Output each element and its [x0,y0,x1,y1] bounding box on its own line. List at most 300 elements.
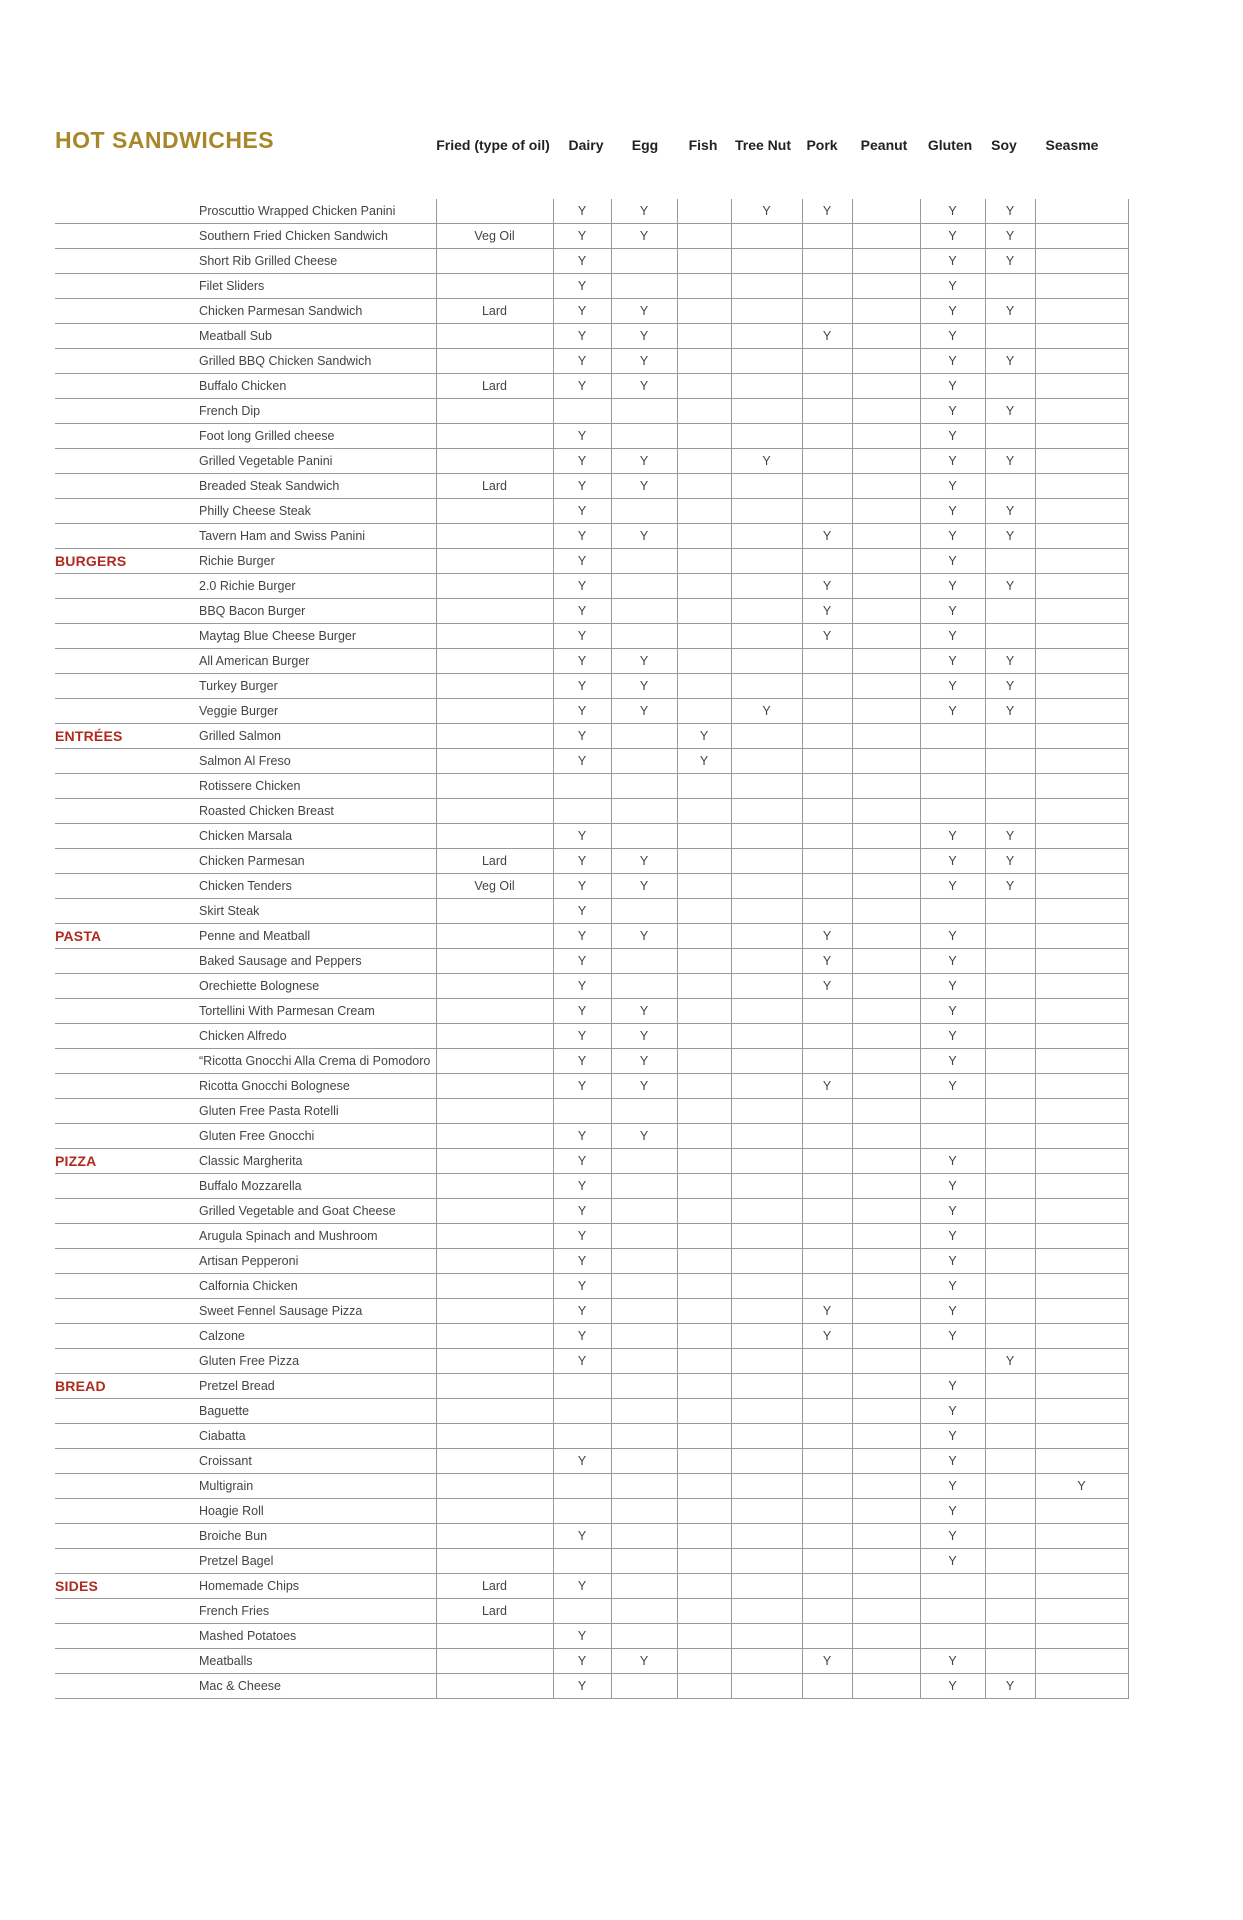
section-label [55,974,196,999]
allergen-cell [731,1499,802,1524]
allergen-cell [611,974,677,999]
allergen-cell: Y [920,1199,985,1224]
allergen-cell [852,1299,920,1324]
fried-oil-cell: Lard [436,474,553,499]
allergen-cell [553,774,611,799]
allergen-cell [677,1174,731,1199]
section-label [55,749,196,774]
menu-item-name: Turkey Burger [196,674,436,699]
fried-oil-cell [436,1399,553,1424]
allergen-cell [1035,324,1128,349]
allergen-cell [802,399,852,424]
fried-oil-cell [436,1024,553,1049]
allergen-cell [731,949,802,974]
fried-oil-cell [436,824,553,849]
allergen-cell: Y [611,999,677,1024]
allergen-cell [1035,724,1128,749]
allergen-cell: Y [553,474,611,499]
allergen-cell [611,549,677,574]
allergen-cell [1035,1374,1128,1399]
allergen-cell [852,274,920,299]
allergen-cell: Y [553,424,611,449]
fried-oil-cell [436,924,553,949]
allergen-cell [677,1424,731,1449]
table-row [55,749,1128,774]
allergen-cell [731,1299,802,1324]
allergen-cell [802,1524,852,1549]
fried-oil-cell: Veg Oil [436,224,553,249]
section-label [55,224,196,249]
allergen-cell [611,1299,677,1324]
allergen-cell [677,999,731,1024]
table-row [55,824,1128,849]
allergen-cell [852,1124,920,1149]
allergen-cell [852,1524,920,1549]
allergen-cell: Y [553,949,611,974]
allergen-cell: Y [553,1524,611,1549]
column-header: Dairy [568,137,604,153]
allergen-cell [677,674,731,699]
menu-item-name: Buffalo Chicken [196,374,436,399]
allergen-cell: Y [731,699,802,724]
allergen-cell [611,1324,677,1349]
table-row [55,1674,1128,1699]
allergen-cell [1035,199,1128,224]
allergen-cell: Y [920,1174,985,1199]
menu-item-name: Mashed Potatoes [196,1624,436,1649]
allergen-cell [611,899,677,924]
allergen-cell [553,1399,611,1424]
allergen-cell [852,999,920,1024]
allergen-cell [677,349,731,374]
allergen-cell [1035,849,1128,874]
allergen-cell [920,1599,985,1624]
allergen-cell [611,1274,677,1299]
allergen-cell: Y [920,1424,985,1449]
fried-oil-cell [436,324,553,349]
allergen-cell: Y [920,1674,985,1699]
table-row [55,949,1128,974]
allergen-cell [731,774,802,799]
allergen-cell: Y [920,1499,985,1524]
allergen-cell: Y [920,874,985,899]
menu-item-name: Skirt Steak [196,899,436,924]
allergen-cell [731,1199,802,1224]
allergen-cell [731,524,802,549]
allergen-cell [985,1124,1035,1149]
fried-oil-cell [436,1199,553,1224]
allergen-cell: Y [553,224,611,249]
table-row [55,349,1128,374]
allergen-cell: Y [553,1674,611,1699]
allergen-cell [852,1399,920,1424]
menu-item-name: Hoagie Roll [196,1499,436,1524]
allergen-cell [677,849,731,874]
allergen-cell [731,1649,802,1674]
allergen-cell [1035,249,1128,274]
allergen-cell [731,424,802,449]
allergen-cell [1035,474,1128,499]
allergen-cell [852,1424,920,1449]
section-label [55,1649,196,1674]
allergen-cell: Y [553,699,611,724]
section-label: BREAD [55,1374,196,1399]
table-row [55,324,1128,349]
fried-oil-cell [436,774,553,799]
allergen-cell [802,424,852,449]
allergen-cell [731,999,802,1024]
allergen-cell [677,974,731,999]
table-row [55,1574,1128,1599]
allergen-cell: Y [611,874,677,899]
fried-oil-cell [436,1424,553,1449]
allergen-cell [611,1599,677,1624]
menu-item-name: Mac & Cheese [196,1674,436,1699]
allergen-cell: Y [553,824,611,849]
fried-oil-cell [436,1124,553,1149]
allergen-cell [731,349,802,374]
menu-item-name: Rotissere Chicken [196,774,436,799]
allergen-cell [611,1674,677,1699]
allergen-cell [852,1249,920,1274]
allergen-cell [677,274,731,299]
allergen-cell [852,524,920,549]
allergen-cell [1035,1524,1128,1549]
allergen-cell: Y [985,874,1035,899]
section-label [55,674,196,699]
allergen-cell: Y [920,399,985,424]
allergen-cell [802,724,852,749]
allergen-cell [985,724,1035,749]
allergen-cell [985,799,1035,824]
allergen-cell [677,1274,731,1299]
allergen-cell [611,1224,677,1249]
allergen-cell: Y [611,199,677,224]
allergen-cell: Y [920,374,985,399]
allergen-cell [985,1024,1035,1049]
allergen-cell [1035,1624,1128,1649]
allergen-cell [802,299,852,324]
allergen-cell [852,824,920,849]
allergen-table [55,199,1129,1699]
section-label [55,349,196,374]
table-row [55,1049,1128,1074]
menu-item-name: Proscuttio Wrapped Chicken Panini [196,199,436,224]
allergen-cell: Y [802,199,852,224]
table-row [55,999,1128,1024]
section-label [55,1474,196,1499]
allergen-cell [802,1349,852,1374]
allergen-cell [731,1349,802,1374]
allergen-cell: Y [553,324,611,349]
allergen-cell [802,749,852,774]
allergen-cell: Y [802,1324,852,1349]
allergen-cell [1035,1424,1128,1449]
allergen-cell [802,649,852,674]
fried-oil-cell [436,1549,553,1574]
allergen-cell [802,224,852,249]
table-row [55,474,1128,499]
table-row [55,274,1128,299]
allergen-cell: Y [553,1324,611,1349]
allergen-cell [985,1074,1035,1099]
allergen-cell: Y [611,849,677,874]
allergen-cell [1035,374,1128,399]
allergen-cell [852,1049,920,1074]
allergen-cell [985,974,1035,999]
column-header: Fish [688,137,718,153]
fried-oil-cell: Lard [436,374,553,399]
allergen-cell: Y [553,1649,611,1674]
page-title: HOT SANDWICHES [55,127,275,153]
fried-oil-cell [436,199,553,224]
allergen-cell: Y [611,1049,677,1074]
allergen-cell: Y [985,524,1035,549]
allergen-cell [731,1024,802,1049]
allergen-cell [802,824,852,849]
allergen-cell [731,1474,802,1499]
allergen-cell: Y [553,1349,611,1374]
section-label [55,1524,196,1549]
allergen-cell [852,1449,920,1474]
allergen-cell [1035,824,1128,849]
allergen-cell [731,899,802,924]
menu-item-name: Calfornia Chicken [196,1274,436,1299]
allergen-cell [1035,924,1128,949]
menu-item-name: Ciabatta [196,1424,436,1449]
allergen-cell [852,1199,920,1224]
allergen-cell [553,1499,611,1524]
allergen-cell [677,874,731,899]
allergen-cell [1035,549,1128,574]
allergen-cell [985,1524,1035,1549]
allergen-cell [731,1449,802,1474]
table-row [55,624,1128,649]
allergen-cell [985,949,1035,974]
allergen-cell [677,1499,731,1524]
allergen-cell [985,1099,1035,1124]
allergen-cell [611,1249,677,1274]
allergen-cell [852,1149,920,1174]
allergen-cell [802,449,852,474]
allergen-cell: Y [920,574,985,599]
section-label [55,899,196,924]
allergen-cell [731,499,802,524]
allergen-cell: Y [920,1324,985,1349]
menu-item-name: Pretzel Bread [196,1374,436,1399]
allergen-cell: Y [553,349,611,374]
allergen-cell [985,899,1035,924]
fried-oil-cell: Lard [436,1574,553,1599]
table-row [55,1224,1128,1249]
menu-item-name: Chicken Alfredo [196,1024,436,1049]
menu-item-name: Baked Sausage and Peppers [196,949,436,974]
menu-item-name: Meatballs [196,1649,436,1674]
allergen-cell [852,349,920,374]
allergen-cell [852,849,920,874]
allergen-cell [985,1624,1035,1649]
allergen-cell: Y [920,1524,985,1549]
allergen-cell [731,1099,802,1124]
allergen-cell [985,1324,1035,1349]
allergen-cell [852,199,920,224]
allergen-cell [852,1324,920,1349]
allergen-cell [802,499,852,524]
allergen-cell [677,1074,731,1099]
allergen-cell: Y [553,374,611,399]
allergen-cell: Y [985,1349,1035,1374]
allergen-cell [852,649,920,674]
allergen-cell: Y [920,1549,985,1574]
table-row [55,924,1128,949]
section-label [55,599,196,624]
column-header: Soy [991,137,1017,153]
allergen-cell [677,524,731,549]
allergen-cell: Y [920,1074,985,1099]
allergen-cell [1035,1049,1128,1074]
allergen-cell [611,424,677,449]
allergen-cell [1035,399,1128,424]
fried-oil-cell [436,574,553,599]
allergen-cell [611,1174,677,1199]
allergen-cell: Y [985,824,1035,849]
allergen-cell [1035,1074,1128,1099]
allergen-cell [985,1174,1035,1199]
fried-oil-cell [436,799,553,824]
allergen-cell [1035,699,1128,724]
section-label: PIZZA [55,1149,196,1174]
menu-item-name: Arugula Spinach and Mushroom [196,1224,436,1249]
allergen-cell [852,1624,920,1649]
allergen-cell [731,1424,802,1449]
allergen-cell [731,724,802,749]
allergen-cell [985,1049,1035,1074]
allergen-cell [677,1299,731,1324]
allergen-cell [1035,599,1128,624]
allergen-cell [802,274,852,299]
allergen-cell [802,374,852,399]
allergen-cell [802,1274,852,1299]
allergen-cell [677,899,731,924]
section-label [55,1499,196,1524]
section-label [55,1099,196,1124]
table-row [55,1199,1128,1224]
section-label [55,1074,196,1099]
allergen-cell [852,224,920,249]
allergen-cell [1035,899,1128,924]
allergen-cell [852,424,920,449]
allergen-cell [731,599,802,624]
allergen-cell [611,274,677,299]
fried-oil-cell [436,699,553,724]
allergen-cell [852,249,920,274]
allergen-cell [802,799,852,824]
allergen-cell: Y [611,324,677,349]
allergen-cell: Y [553,1224,611,1249]
allergen-cell [553,399,611,424]
menu-item-name: Penne and Meatball [196,924,436,949]
section-label [55,1549,196,1574]
allergen-cell [677,699,731,724]
allergen-cell [985,624,1035,649]
allergen-cell [852,324,920,349]
allergen-cell [985,324,1035,349]
section-label [55,199,196,224]
section-label [55,324,196,349]
table-row [55,724,1128,749]
allergen-cell [731,299,802,324]
allergen-cell [852,1649,920,1674]
allergen-cell [852,699,920,724]
fried-oil-cell [436,1449,553,1474]
fried-oil-cell [436,724,553,749]
allergen-cell [802,1549,852,1574]
table-row [55,574,1128,599]
section-label [55,574,196,599]
table-row [55,899,1128,924]
section-label [55,474,196,499]
allergen-cell [852,549,920,574]
allergen-cell: Y [920,999,985,1024]
section-label: SIDES [55,1574,196,1599]
allergen-cell [1035,1299,1128,1324]
fried-oil-cell [436,1224,553,1249]
allergen-cell [611,749,677,774]
allergen-cell [852,1274,920,1299]
allergen-cell [852,949,920,974]
allergen-cell [852,1599,920,1624]
section-label [55,999,196,1024]
section-label [55,1674,196,1699]
section-label [55,524,196,549]
column-header: Gluten [927,137,973,153]
allergen-cell [731,799,802,824]
allergen-cell [852,1549,920,1574]
allergen-cell: Y [920,1249,985,1274]
allergen-cell [553,799,611,824]
table-row [55,1474,1128,1499]
allergen-cell [985,1374,1035,1399]
allergen-cell [553,1424,611,1449]
table-row [55,424,1128,449]
allergen-cell [677,399,731,424]
allergen-cell [1035,224,1128,249]
menu-item-name: Classic Margherita [196,1149,436,1174]
allergen-cell [731,649,802,674]
allergen-cell [1035,674,1128,699]
fried-oil-cell [436,1524,553,1549]
allergen-cell [611,1099,677,1124]
allergen-cell: Y [553,724,611,749]
allergen-cell [852,1374,920,1399]
allergen-cell [802,1474,852,1499]
table-row [55,1424,1128,1449]
fried-oil-cell [436,1624,553,1649]
allergen-cell [985,1399,1035,1424]
allergen-cell: Y [985,674,1035,699]
allergen-cell [802,1124,852,1149]
section-label [55,1299,196,1324]
allergen-cell [852,1174,920,1199]
allergen-cell [611,249,677,274]
allergen-cell [677,1324,731,1349]
fried-oil-cell: Lard [436,849,553,874]
allergen-cell [677,474,731,499]
allergen-cell: Y [985,699,1035,724]
allergen-cell [731,1599,802,1624]
allergen-cell: Y [553,674,611,699]
allergen-cell [852,374,920,399]
